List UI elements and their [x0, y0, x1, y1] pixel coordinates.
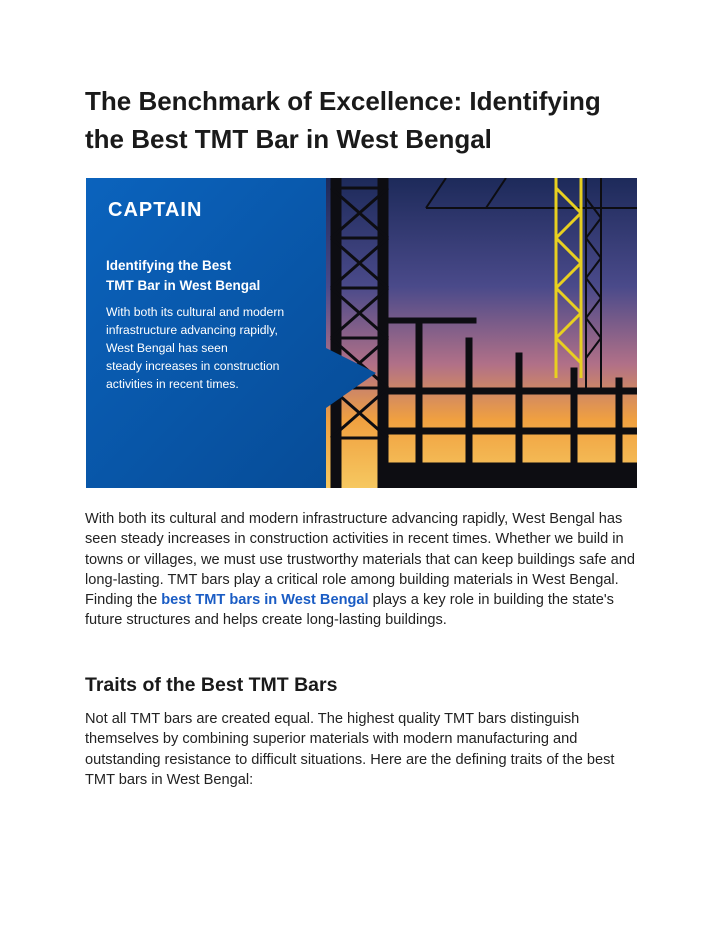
banner-body-line: West Bengal has seen [106, 341, 228, 355]
banner-logo: CAPTAIN [108, 199, 203, 221]
intro-paragraph [85, 509, 645, 631]
banner-body-line: With both its cultural and modern [106, 305, 285, 319]
page-title: The Benchmark of Excellence: Identifying the Best TMT Bar in West Bengal [85, 86, 601, 154]
intro-text-after: plays a key role in building the state's future structures and helps create long-lasting buildings. [85, 592, 614, 629]
banner-heading-line-2: TMT Bar in West Bengal [106, 278, 261, 293]
banner-heading-line-1: Identifying the Best [106, 258, 232, 273]
hero-banner-image [86, 178, 637, 488]
intro-text-before: With both its cultural and modern infrastructure advancing rapidly, West Bengal has seen steady increases in construction activities in recent times. Whether we build in towns or villages, we must use trustworthy materials that can keep buildings safe and long-lasting. TMT bars play a critical role among building materials in West Bengal. Finding the [85, 511, 635, 609]
best-tmt-bars-link[interactable]: best TMT bars in West Bengal [161, 592, 369, 609]
section-paragraph: Not all TMT bars are created equal. The highest quality TMT bars distinguish themselves by combining superior materials with modern manufacturing and outstanding resistance to difficult situations. Here are the defining traits of the best TMT bars in West Bengal: [85, 711, 615, 788]
banner-body-line: activities in recent times. [106, 377, 239, 391]
section-heading: Traits of the Best TMT Bars [85, 674, 338, 696]
banner-body-line: steady increases in construction [106, 359, 280, 373]
banner-body-line: infrastructure advancing rapidly, [106, 323, 278, 337]
